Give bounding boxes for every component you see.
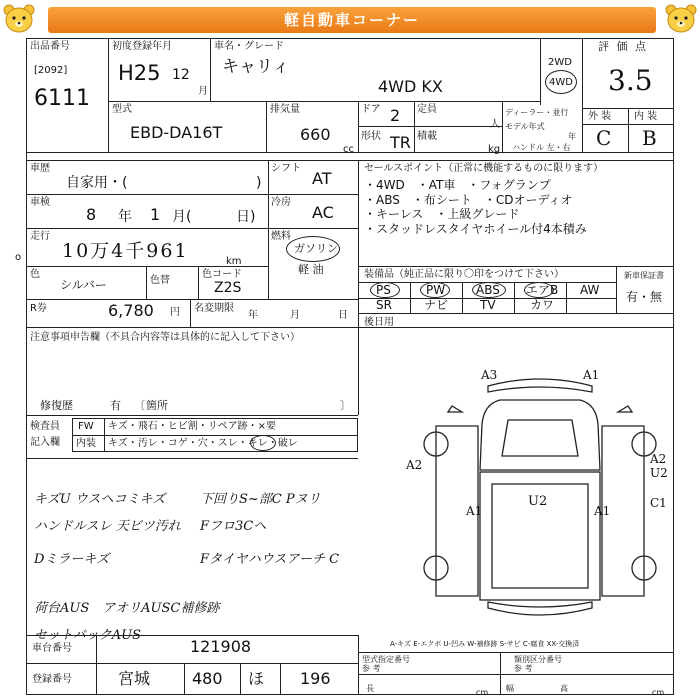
bear-mascot-icon <box>664 3 698 35</box>
ref-label: 参 考 <box>362 664 381 673</box>
dereg-day: 日 <box>338 310 348 321</box>
chassis-label: 車台番号 <box>32 643 72 654</box>
load-unit: kg <box>488 144 501 155</box>
lot-sub-number: [2092] <box>34 65 68 76</box>
ac-label: 冷房 <box>271 197 291 208</box>
legend: A-キズ E-エクボ U-凹み W-補修跡 S-サビ C-腐食 XX-交換済 <box>390 640 580 648</box>
grade: 4WD KX <box>378 77 443 96</box>
inspection-year-unit: 年 <box>118 209 132 225</box>
registration-area: 宮城 <box>118 669 151 688</box>
recycle-value: 6,780 <box>108 301 154 320</box>
recycle-label: R券 <box>30 303 47 314</box>
equip-selected-circle <box>472 282 506 298</box>
equip-abs: ABS <box>476 283 500 297</box>
capacity-label: 定員 <box>417 104 437 115</box>
color-value: シルバー <box>60 278 107 292</box>
equip-aw: AW <box>580 283 600 297</box>
mark-u2-center: U2 <box>528 494 548 509</box>
capacity-unit: 人 <box>490 119 500 130</box>
shape-label: 形状 <box>361 131 381 142</box>
model-year-label: モデル年式 <box>505 122 545 131</box>
equip-navi: ナビ <box>424 298 449 312</box>
note-line: 荷台AUS アオリAUSC補修跡 <box>34 601 220 616</box>
equip-selected-circle <box>420 282 450 298</box>
exterior-grade: C <box>596 126 612 150</box>
fuel-diesel: 軽 油 <box>298 263 324 276</box>
color-label: 色 <box>30 269 40 280</box>
history-close: ) <box>256 175 262 191</box>
displacement-unit: cc <box>343 144 354 155</box>
type-label: 型式 <box>112 104 132 115</box>
new-warranty-label: 新車保証書 <box>624 271 664 280</box>
shift-value: AT <box>312 169 332 188</box>
doors-value: 2 <box>390 106 401 125</box>
length-label: 長 <box>366 684 374 693</box>
mark-c1: C1 <box>650 496 667 510</box>
note-line: 下回りS~部C Pヌリ <box>200 492 321 507</box>
mark-a1-right: A1 <box>594 504 611 518</box>
interior-selected-circle <box>250 435 276 451</box>
fuel-label: 燃料 <box>271 231 291 242</box>
note-line: Fフロ3Cヘ <box>200 519 267 534</box>
interior-label: 内 装 <box>634 111 658 122</box>
sales-points-label: セールスポイント（正常に機能するものに限ります） <box>364 163 604 174</box>
mileage-value: 10万4千961 <box>62 240 189 262</box>
handle-label: ハンドル 左・右 <box>512 143 571 152</box>
drive-2wd-label: 2WD <box>548 57 572 68</box>
interior-check-items: キズ・汚レ・コゲ・穴・スレ・キレ・破レ <box>108 438 298 449</box>
interior-grade: B <box>642 126 657 150</box>
height-label: 高 <box>560 684 568 693</box>
notes-label: 注意事項申告欄（不具合内容等は具体的に記入して下さい） <box>30 332 300 343</box>
note-line: ハンドルスレ 天ビツ汚れ <box>34 519 181 534</box>
margin-mark: o <box>15 252 22 263</box>
width-label: 幅 <box>506 684 514 693</box>
history-label: 車歴 <box>30 163 50 174</box>
color-code-value: Z2S <box>214 280 242 296</box>
dereg-month: 月 <box>290 310 300 321</box>
new-warranty-value: 有・無 <box>626 290 663 304</box>
type-value: EBD-DA16T <box>130 123 223 142</box>
month-unit: 月 <box>198 86 208 97</box>
score-label: 評 価 点 <box>598 40 648 53</box>
repair-history-label: 修復歴 <box>40 399 73 412</box>
cm-unit: cm <box>652 688 665 697</box>
displacement-value: 660 <box>300 125 331 144</box>
equip-tv: TV <box>480 298 496 312</box>
equip-ps: PS <box>376 283 391 297</box>
repair-bracket-close: 〕 <box>340 399 351 412</box>
mark-a2-right: A2 <box>650 452 667 466</box>
inspection-day-unit: 日) <box>236 209 256 225</box>
type-specified-label: 型式指定番号 <box>362 655 410 664</box>
fuel-gasoline: ガソリン <box>294 242 338 255</box>
dereg-year: 年 <box>248 310 258 321</box>
handwritten-notes-right <box>200 486 339 573</box>
first-registration-era: H25 <box>118 61 161 85</box>
ac-value: AC <box>312 203 334 222</box>
color-code-label: 色コード <box>202 269 242 280</box>
sales-point: ・4WD ・AT車 ・フォグランプ <box>364 178 551 192</box>
color-swap-label: 色替 <box>150 275 170 286</box>
repair-bracket-open: 〔 <box>134 399 145 412</box>
fw-items: キズ・飛石・ヒビ割・リペア跡・×要 <box>108 421 276 432</box>
equip-selected-circle <box>524 282 554 298</box>
lot-number-label: 出品番号 <box>30 41 70 52</box>
history-value: 自家用・( <box>66 175 128 191</box>
equip-leather: カワ <box>530 298 555 312</box>
recycle-unit: 円 <box>170 307 180 318</box>
note-line: セットバックAUS <box>34 628 141 643</box>
cm-unit: cm <box>476 688 489 697</box>
equip-pw: PW <box>426 283 446 297</box>
checker-label-2: 記入欄 <box>30 437 60 448</box>
fw-label: FW <box>78 421 94 432</box>
doors-label: ドア <box>361 104 381 115</box>
sales-points-list <box>364 178 587 236</box>
first-registration-label: 初度登録年月 <box>112 41 172 52</box>
shift-label: シフト <box>271 163 301 174</box>
class-number-label: 類別区分番号 <box>514 655 562 664</box>
year-unit: 年 <box>568 132 576 141</box>
header-title: 軽自動車コーナー <box>283 11 420 29</box>
equip-sr: SR <box>376 298 392 312</box>
registration-number: 196 <box>300 669 331 688</box>
mark-a1-left: A1 <box>466 504 483 518</box>
mark-a2-left: A2 <box>406 458 423 472</box>
sales-point: ・スタッドレスタイヤホイール付4本積み <box>364 221 587 236</box>
repair-place-label: 箇所 <box>146 399 168 412</box>
mark-a3: A3 <box>481 368 498 382</box>
dereg-label: 名変期限 <box>194 303 234 314</box>
inspection-year: 8 <box>86 205 97 224</box>
inspection-month-unit: 月( <box>172 209 192 225</box>
drive-4wd: 4WD <box>549 77 573 88</box>
exterior-label: 外 装 <box>588 111 612 122</box>
dealer-label: ディーラー・並行 <box>505 108 569 117</box>
mileage-unit: km <box>226 256 242 267</box>
inspection-label: 車検 <box>30 197 50 208</box>
shape-value: TR <box>390 133 411 152</box>
load-label: 積載 <box>417 131 437 142</box>
repair-history-value: 有 <box>110 399 121 412</box>
registration-label: 登録番号 <box>32 674 72 685</box>
note-line: Fタイヤハウスアーチ C <box>200 552 340 567</box>
ref-label-2: 参 考 <box>514 664 533 673</box>
model-name: キャリィ <box>222 57 290 77</box>
model-grade-label: 車名・グレード <box>214 41 284 52</box>
bear-mascot-icon <box>2 3 36 35</box>
equip-selected-circle <box>370 282 400 298</box>
note-line: キズU ウスヘコミキズ <box>34 492 166 507</box>
interior-check-label: 内装 <box>76 438 96 449</box>
score-value: 3.5 <box>608 64 653 97</box>
sales-point: ・ABS ・布シート ・CDオーディオ <box>364 192 573 207</box>
inspection-month: 1 <box>150 205 161 224</box>
handwritten-notes-left <box>34 486 219 649</box>
first-registration-month: 12 <box>172 67 190 83</box>
mark-u2-right: U2 <box>650 466 668 480</box>
mark-a1: A1 <box>583 368 600 382</box>
registration-kana: ほ <box>248 669 265 688</box>
equip-airbag: エアB <box>526 283 559 297</box>
checker-label-1: 検査員 <box>30 421 60 432</box>
lot-number: 6111 <box>34 86 90 111</box>
rear-seat-label: 後日用 <box>364 317 394 328</box>
chassis-value: 121908 <box>190 637 252 656</box>
mileage-label: 走行 <box>30 231 50 242</box>
registration-class: 480 <box>192 669 223 688</box>
header-banner <box>48 7 656 33</box>
sales-point: ・キーレス ・上級グレード <box>364 207 520 221</box>
note-line: Dミラーキズ <box>34 552 110 567</box>
equipment-label: 装備品（純正品に限り〇印をつけて下さい） <box>364 269 564 280</box>
displacement-label: 排気量 <box>270 104 300 115</box>
